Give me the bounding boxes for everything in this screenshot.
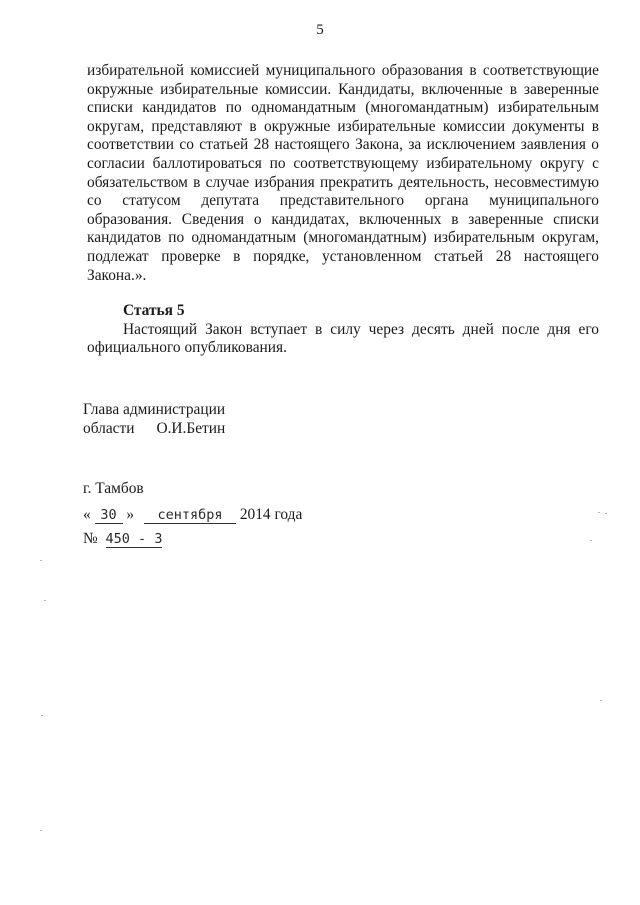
date-year: 2014 года [239, 506, 303, 523]
scan-speck [40, 560, 42, 561]
signature-title-line1: Глава администрации [83, 401, 226, 418]
date-day: 30 [95, 507, 123, 524]
number-sign: № [83, 530, 98, 547]
date-close-quote: » [126, 506, 135, 523]
date-open-quote: « [83, 506, 91, 523]
main-paragraph: избирательной комиссией муниципального образования в соответствующие окружные избирательные комиссии. Кандидаты, включенные в заверенные списки кандидатов по одномандатным (многомандатным) избирательным округам, представляют в окружные избирательные комиссии документы в соответствии со статьей 28 настоящего Закона, за исключением заявления о согласии баллотироваться по соответствующему избирательному округу с обязательством в случае избрания прекратить деятельность, несовместимую со статусом депутата представительного органа муниципального образования. Сведения о кандидатах, включенных в заверенные списки кандидатов по одномандатным (многомандатным) избирательным округам, подлежат проверке в порядке, установленном статьей 28 настоящего Закона.». [87, 62, 599, 284]
signature-title-line2: области [83, 419, 135, 437]
date-month: сентября [144, 507, 236, 524]
scan-speck [598, 512, 600, 513]
scan-speck [40, 830, 42, 831]
signature-block [83, 401, 225, 438]
page-number: 5 [316, 22, 324, 38]
scan-speck [44, 600, 46, 601]
scan-speck [590, 540, 592, 541]
signature-title-line2-row [83, 420, 225, 439]
scan-speck [41, 715, 43, 716]
article-heading: Статья 5 [123, 302, 185, 319]
place-of-signing: г. Тамбов [83, 480, 144, 497]
document-number: 450 - 3 [105, 531, 163, 547]
article-section [87, 302, 599, 358]
article-text: Настоящий Закон вступает в силу через десять дней после дня его официального опубликования. [87, 320, 599, 357]
date-line [83, 506, 302, 524]
scan-speck [600, 700, 602, 701]
scan-speck [605, 513, 607, 514]
document-number-line [83, 530, 162, 548]
signatory-name: О.И.Бетин [156, 419, 226, 437]
